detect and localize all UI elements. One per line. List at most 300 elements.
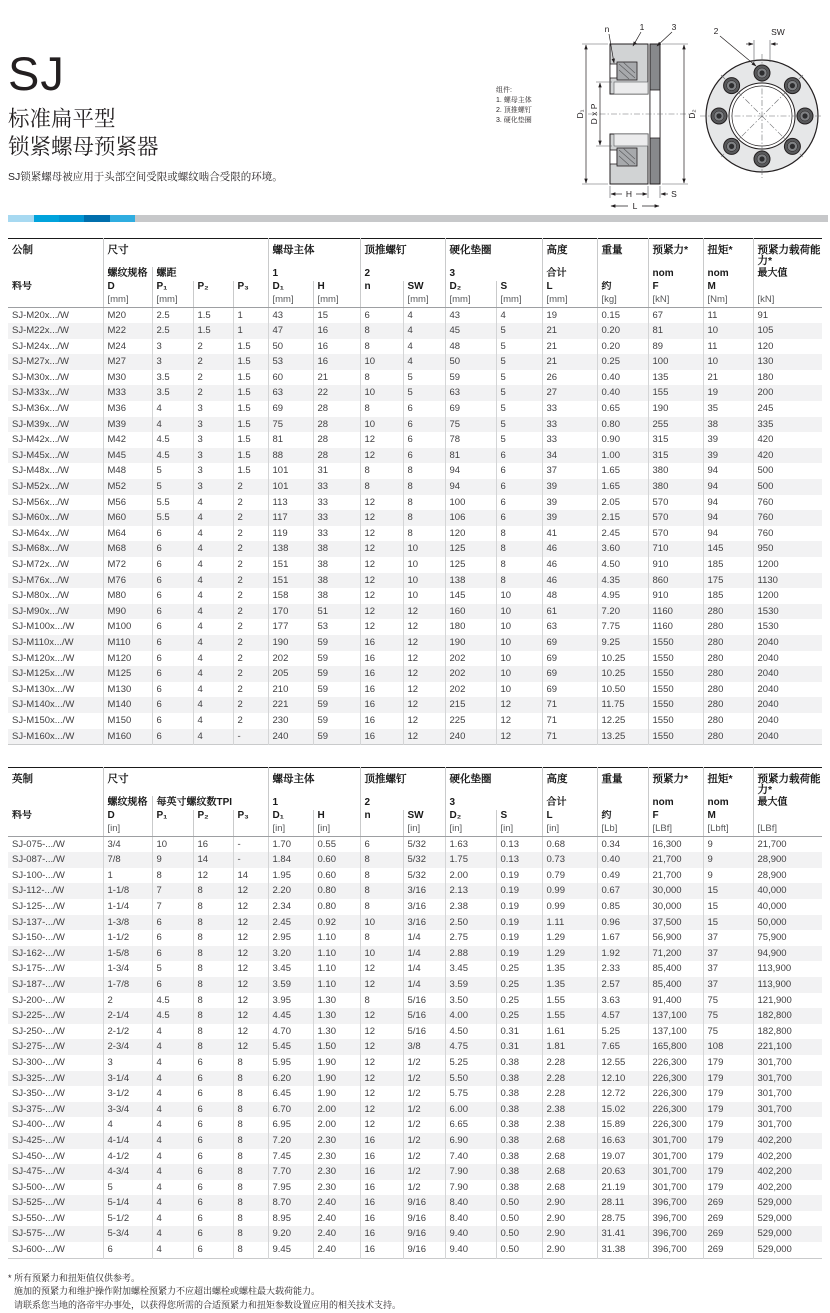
cell: 3.20	[268, 946, 313, 962]
cell: 4.00	[445, 1008, 496, 1024]
cell: 11.75	[597, 697, 648, 713]
accent-bar-segment	[135, 215, 828, 222]
legend-item: 1. 螺母主体	[496, 97, 532, 104]
cell: 255	[648, 417, 703, 433]
cell: 2	[233, 526, 268, 542]
cell: 1-1/4	[103, 899, 152, 915]
column-header: L	[542, 810, 597, 823]
cell: 2	[233, 619, 268, 635]
column-header: H	[313, 281, 360, 294]
cell: 4	[403, 354, 445, 370]
cell: 12	[403, 682, 445, 698]
cell: 6	[496, 479, 542, 495]
cell: 2	[233, 635, 268, 651]
cell: 8	[233, 1149, 268, 1165]
cell: SJ-250-.../W	[12, 1025, 65, 1037]
cell: M39	[103, 417, 152, 433]
cell: 4-3/4	[103, 1164, 152, 1180]
cell: 38	[313, 588, 360, 604]
cell: 6.70	[268, 1102, 313, 1118]
cell: 7.90	[445, 1180, 496, 1196]
column-header: [in]	[496, 823, 542, 836]
cell: 0.40	[597, 370, 648, 386]
column-header: nom	[703, 796, 753, 810]
cell: 12	[360, 432, 403, 448]
cell: 113	[268, 495, 313, 511]
cell: 39	[703, 448, 753, 464]
cell: 8.40	[445, 1211, 496, 1227]
cell: 190	[648, 401, 703, 417]
cell: 2.34	[268, 899, 313, 915]
cell: 5	[152, 479, 193, 495]
cell: 8.40	[445, 1195, 496, 1211]
cell: 6	[193, 1117, 233, 1133]
column-header: D	[103, 810, 152, 823]
cell: 529,000	[753, 1226, 822, 1242]
cell: 1.55	[542, 1008, 597, 1024]
cell: 145	[445, 588, 496, 604]
cell: 12	[233, 977, 268, 993]
cell: 2.05	[597, 495, 648, 511]
cell: 63	[445, 385, 496, 401]
cell: 2	[233, 651, 268, 667]
cell: 4	[152, 1039, 193, 1055]
cell: 71	[542, 713, 597, 729]
column-header: 公制	[12, 244, 33, 256]
cell: 16.63	[597, 1133, 648, 1149]
accent-bar-segment	[84, 215, 110, 222]
cell: 5/32	[403, 852, 445, 868]
cell: 0.38	[496, 1149, 542, 1165]
column-header: n	[360, 281, 403, 294]
cell: 0.80	[313, 899, 360, 915]
dim-label-l: L	[632, 201, 638, 211]
cell: 12	[360, 1008, 403, 1024]
cell: 301,700	[648, 1180, 703, 1196]
cell: 3/16	[403, 883, 445, 899]
column-header: [Lb]	[597, 823, 648, 836]
cell: 8	[233, 1226, 268, 1242]
cell: SJ-M100x.../W	[12, 621, 75, 633]
cell: 12	[403, 729, 445, 745]
cell: 0.67	[597, 883, 648, 899]
table-row	[8, 697, 822, 713]
cell: 4.5	[152, 432, 193, 448]
cell: 12	[360, 526, 403, 542]
cell: 2040	[753, 682, 822, 698]
column-header: S	[496, 281, 542, 294]
cell: 7.75	[597, 619, 648, 635]
cell: 1/4	[403, 930, 445, 946]
cell: 8	[403, 495, 445, 511]
cell: SJ-275-.../W	[12, 1041, 65, 1053]
cell: 46	[542, 573, 597, 589]
cell: 8	[233, 1195, 268, 1211]
cell: 16	[360, 1242, 403, 1258]
cell: 71,200	[648, 946, 703, 962]
cell: 0.68	[542, 836, 597, 852]
table-row	[8, 836, 822, 852]
cell: 12	[360, 1024, 403, 1040]
cell: 1.35	[542, 961, 597, 977]
subtitle-line-1: 标准扁平型	[8, 107, 116, 131]
cell: 5.45	[268, 1039, 313, 1055]
cell: 33	[313, 510, 360, 526]
cell: 2	[233, 666, 268, 682]
cell: 6	[152, 619, 193, 635]
column-header: 螺纹规格	[103, 267, 152, 281]
table-row	[8, 1071, 822, 1087]
cell: 6	[152, 682, 193, 698]
cell: 1.81	[542, 1039, 597, 1055]
cell: 8	[233, 1180, 268, 1196]
cell: 59	[313, 666, 360, 682]
cell: SJ-M150x.../W	[12, 714, 75, 726]
column-header: 高度	[542, 239, 597, 268]
column-header: nom	[648, 796, 703, 810]
table-row	[8, 1133, 822, 1149]
table-row	[8, 868, 822, 884]
column-header	[152, 823, 193, 836]
cell: 6	[193, 1055, 233, 1071]
cell: 4	[193, 557, 233, 573]
table-row	[8, 729, 822, 745]
cell: 9	[703, 868, 753, 884]
cell: 179	[703, 1102, 753, 1118]
cell: 19.07	[597, 1149, 648, 1165]
table-row	[8, 1180, 822, 1196]
cell: 101	[268, 463, 313, 479]
cell: 1.5	[233, 370, 268, 386]
cell: 12	[360, 619, 403, 635]
cell: SJ-M27x.../W	[12, 356, 70, 368]
cell: 121,900	[753, 993, 822, 1009]
column-header: 英制	[12, 773, 33, 786]
cell: 4	[193, 541, 233, 557]
cell: 3.59	[445, 977, 496, 993]
cell: 31	[313, 463, 360, 479]
cell: 2040	[753, 666, 822, 682]
table-row	[8, 432, 822, 448]
cell: 6.90	[445, 1133, 496, 1149]
cell: 6	[152, 666, 193, 682]
cell: SJ-200-.../W	[12, 994, 65, 1006]
cell: 0.20	[597, 339, 648, 355]
cell: M125	[103, 666, 152, 682]
cell: 1.5	[233, 385, 268, 401]
cell: 135	[648, 370, 703, 386]
cell: 570	[648, 526, 703, 542]
cell: 5	[403, 370, 445, 386]
cell: 205	[268, 666, 313, 682]
table-row	[8, 666, 822, 682]
cell: 10	[496, 635, 542, 651]
cell: 7.65	[597, 1039, 648, 1055]
cell: 2.68	[542, 1164, 597, 1180]
cell: 137,100	[648, 1024, 703, 1040]
column-header: [Lbft]	[703, 823, 753, 836]
cell: 1.10	[313, 977, 360, 993]
cell: 380	[648, 463, 703, 479]
cell: 69	[542, 666, 597, 682]
cell: 200	[753, 385, 822, 401]
cell: M72	[103, 557, 152, 573]
cell: 301,700	[753, 1086, 822, 1102]
cell: 1.90	[313, 1071, 360, 1087]
cell: 0.99	[542, 899, 597, 915]
legend-item: 3. 硬化垫圈	[496, 117, 532, 124]
cell: 53	[268, 354, 313, 370]
cell: 3	[193, 417, 233, 433]
cell: 3.59	[268, 977, 313, 993]
cell: 39	[542, 479, 597, 495]
column-header: M	[703, 281, 753, 294]
cell: 16	[360, 1149, 403, 1165]
cell: 8	[193, 899, 233, 915]
table-row	[8, 323, 822, 339]
cell: 0.38	[496, 1086, 542, 1102]
cell: 6.95	[268, 1117, 313, 1133]
cell: M56	[103, 495, 152, 511]
cell: 402,200	[753, 1180, 822, 1196]
cell: 12	[403, 651, 445, 667]
cell: 6.45	[268, 1086, 313, 1102]
column-header: 顶推螺钉	[360, 239, 445, 268]
cell: 10	[403, 573, 445, 589]
cell: 7.20	[597, 604, 648, 620]
cell: 0.80	[313, 883, 360, 899]
cell: 51	[313, 604, 360, 620]
cell: M120	[103, 651, 152, 667]
cell: 2	[233, 713, 268, 729]
cell: 4	[152, 1226, 193, 1242]
cell: 12	[360, 510, 403, 526]
cell: 9.25	[597, 635, 648, 651]
cell: 10.25	[597, 666, 648, 682]
cell: 226,300	[648, 1086, 703, 1102]
cell: 0.80	[597, 417, 648, 433]
cell: 177	[268, 619, 313, 635]
cell: 4	[152, 1211, 193, 1227]
cell: 0.79	[542, 868, 597, 884]
cell: 35	[703, 401, 753, 417]
cell: 16	[360, 635, 403, 651]
cell: 120	[445, 526, 496, 542]
cell: 28	[313, 448, 360, 464]
cell: 6	[193, 1211, 233, 1227]
cell: 2.38	[542, 1102, 597, 1118]
cell: 1550	[648, 729, 703, 745]
cell: 1.5	[233, 354, 268, 370]
table-row	[8, 1055, 822, 1071]
cell: 15	[703, 915, 753, 931]
cell: 269	[703, 1242, 753, 1258]
cell: 37	[542, 463, 597, 479]
cell: 8	[233, 1102, 268, 1118]
cell: 12	[360, 1117, 403, 1133]
cell: 6	[152, 573, 193, 589]
cell: 15	[313, 307, 360, 323]
table-row	[8, 604, 822, 620]
cell: 3	[193, 479, 233, 495]
cell: SJ-M64x.../W	[12, 527, 70, 539]
cell: 335	[753, 417, 822, 433]
cell: 5.75	[445, 1086, 496, 1102]
cell: 12	[233, 899, 268, 915]
metric-spec-table	[8, 238, 822, 745]
cell: 2	[233, 557, 268, 573]
cell: 59	[313, 651, 360, 667]
cell: 6	[496, 463, 542, 479]
cell: 15	[703, 899, 753, 915]
cell: 2	[233, 573, 268, 589]
cell: 8	[233, 1117, 268, 1133]
cell: 6	[496, 510, 542, 526]
cell: 301,700	[648, 1164, 703, 1180]
column-header: 尺寸	[103, 768, 268, 797]
cell: 185	[703, 588, 753, 604]
column-header: 扭矩*	[703, 768, 753, 797]
cell: 1-1/2	[103, 930, 152, 946]
cell: 0.65	[597, 401, 648, 417]
cell: 6.20	[268, 1071, 313, 1087]
cell: 6	[403, 417, 445, 433]
cell: 16	[360, 1226, 403, 1242]
cell: SJ-M24x.../W	[12, 340, 70, 352]
cell: 6	[193, 1242, 233, 1258]
cell: SJ-M30x.../W	[12, 371, 70, 383]
column-header: 预紧力载荷能力*	[753, 768, 822, 797]
column-header: 3	[445, 796, 542, 810]
cell: 10.50	[597, 682, 648, 698]
table-row	[8, 557, 822, 573]
cell: 4	[193, 588, 233, 604]
cell: 28.75	[597, 1211, 648, 1227]
cell: 8	[403, 463, 445, 479]
cell: 2.40	[313, 1242, 360, 1258]
cell: SJ-162-.../W	[12, 947, 65, 959]
cell: 19	[703, 385, 753, 401]
cell: 420	[753, 432, 822, 448]
cell: -	[233, 836, 268, 852]
cell: 2.50	[445, 915, 496, 931]
cell: 2	[193, 370, 233, 386]
table-row	[8, 883, 822, 899]
legend-title: 组件:	[496, 87, 512, 94]
cell: 4	[152, 1086, 193, 1102]
column-header: M	[703, 810, 753, 823]
cell: 12.55	[597, 1055, 648, 1071]
cell: 10	[360, 946, 403, 962]
cell: SJ-400-.../W	[12, 1119, 65, 1131]
cell: 9	[152, 852, 193, 868]
cell: 16	[360, 1164, 403, 1180]
cell: 69	[542, 635, 597, 651]
cell: 5	[496, 432, 542, 448]
cell: 2-1/2	[103, 1024, 152, 1040]
cell: 59	[313, 682, 360, 698]
cell: 21	[542, 323, 597, 339]
cell: 9	[703, 852, 753, 868]
cell: 0.40	[597, 852, 648, 868]
cell: -	[233, 852, 268, 868]
cell: 269	[703, 1195, 753, 1211]
cell: 9/16	[403, 1226, 445, 1242]
table-row	[8, 1211, 822, 1227]
column-header: 重量	[597, 768, 648, 797]
column-header: 3	[445, 267, 542, 281]
cell: 4.75	[445, 1039, 496, 1055]
cell: 16	[360, 1180, 403, 1196]
cell: 6	[152, 697, 193, 713]
cell: 59	[313, 635, 360, 651]
cell: 6	[193, 1071, 233, 1087]
cell: 81	[445, 448, 496, 464]
cell: 1550	[648, 635, 703, 651]
cell: M60	[103, 510, 152, 526]
cell: 8	[233, 1055, 268, 1071]
cell: M24	[103, 339, 152, 355]
cell: SJ-M90x.../W	[12, 605, 70, 617]
cell: 63	[542, 619, 597, 635]
cell: 85,400	[648, 961, 703, 977]
table-row	[8, 961, 822, 977]
cell: 4	[403, 339, 445, 355]
column-header	[8, 294, 103, 307]
column-header	[233, 294, 268, 307]
cell: M80	[103, 588, 152, 604]
cell: 0.38	[496, 1180, 542, 1196]
cell: 396,700	[648, 1242, 703, 1258]
cell: 0.38	[496, 1102, 542, 1118]
cell: 21	[313, 370, 360, 386]
cell: 1.65	[597, 463, 648, 479]
cell: 4	[152, 1117, 193, 1133]
cell: 48	[445, 339, 496, 355]
column-header: n	[360, 810, 403, 823]
cell: 280	[703, 697, 753, 713]
table-row	[8, 573, 822, 589]
cell: 37	[703, 961, 753, 977]
cell: 6	[403, 448, 445, 464]
column-header: [LBf]	[753, 823, 822, 836]
column-header	[233, 823, 268, 836]
cell: 16	[360, 729, 403, 745]
cell: 1.30	[313, 993, 360, 1009]
column-header: [mm]	[542, 294, 597, 307]
cell: 8	[193, 1024, 233, 1040]
cell: 0.49	[597, 868, 648, 884]
cell: 119	[268, 526, 313, 542]
cell: 56,900	[648, 930, 703, 946]
cell: 1.5	[233, 339, 268, 355]
cell: 160	[445, 604, 496, 620]
cell: 69	[542, 682, 597, 698]
cell: 8.95	[268, 1211, 313, 1227]
cell: 0.38	[496, 1117, 542, 1133]
cell: 3-1/2	[103, 1086, 152, 1102]
cell: 0.19	[496, 915, 542, 931]
cell: 6	[152, 635, 193, 651]
table-row	[8, 479, 822, 495]
cell: 5	[496, 370, 542, 386]
cell: M48	[103, 463, 152, 479]
cell: 0.25	[496, 1008, 542, 1024]
cell: 1.10	[313, 930, 360, 946]
cell: 202	[445, 651, 496, 667]
cell: 2.15	[597, 510, 648, 526]
cell: 12	[496, 713, 542, 729]
